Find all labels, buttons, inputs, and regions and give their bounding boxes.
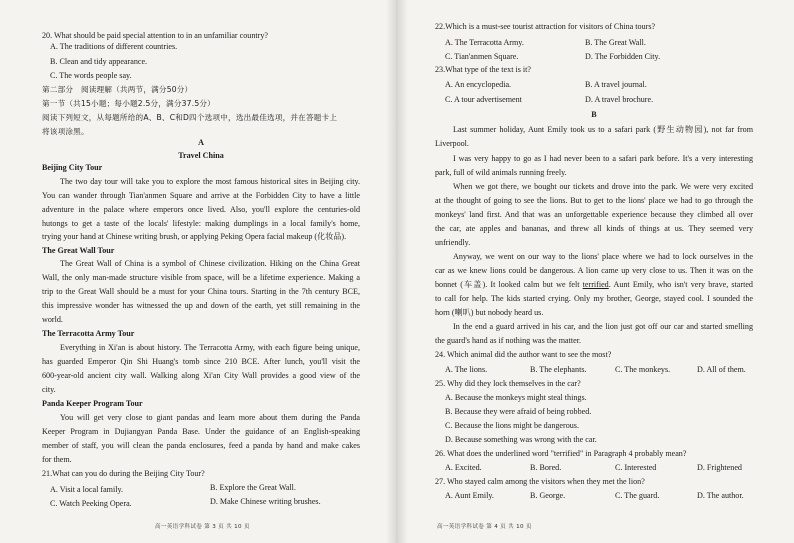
underlined-word-terrified: terrified — [582, 280, 609, 289]
passage-b-p2-line: I was very happy to go as I had never been to a safari park before. It's a very interesting — [453, 154, 753, 163]
question-23-stem: 23.What type of the text is it? — [435, 65, 531, 74]
instruction-line-2: 将该项涂黑。 — [42, 127, 89, 136]
question-23-option-d: D. A travel brochure. — [585, 95, 654, 104]
panda-line: member of staff, you will clean the panda enclosures, feed a panda by hand and make cakes — [42, 441, 360, 450]
passage-b-p3-line: monkeys' land first. And that was an unforgettable experience because they climbed all over — [435, 210, 753, 219]
great-wall-line: Wall, the only man-made structure visible from space, will be a lifetime experience. Making a — [42, 273, 360, 282]
beijing-line: adventure in the palace where emperors once lived. Also, you'll explore the centuries-old — [42, 205, 360, 214]
question-21-option-d: D. Make Chinese writing brushes. — [210, 497, 321, 506]
panda-line: Keeper Program in Dujiangyan Panda Base. Under the guidance of an English-speaking — [42, 427, 360, 436]
question-24-stem: 24. Which animal did the author want to see the most? — [435, 350, 612, 359]
question-27-stem: 27. Who stayed calm among the visitors when they met the lion? — [435, 477, 645, 486]
great-wall-line: world. — [42, 315, 63, 324]
passage-b-p4-line: bonnet (车盖). It looked calm but we felt terrified. Aunt Emily, who isn't very brave, started — [435, 280, 753, 289]
part-two-heading: 第二部分 阅读理解（共两节，满分50分） — [42, 85, 193, 94]
question-22-option-d: D. The Forbidden City. — [585, 52, 661, 61]
passage-b-p1-line: Last summer holiday, Aunt Emily took us to a safari park (野生动物园), not far from — [453, 125, 753, 134]
great-wall-line: The Great Wall of China is a symbol of Chinese civilization. Hiking on the China Great — [60, 259, 360, 268]
passage-b-p4-line: horn (喇叭) but nobody heard us. — [435, 308, 544, 317]
beijing-line: The two day tour will take you to explore the most famous historical sites in Beijing city. — [60, 177, 360, 186]
terracotta-line: has guarded Emperor Qin Shi Huang's tomb since 210 BCE. After lunch, you'll visit the — [42, 357, 360, 366]
question-26-stem: 26. What does the underlined word "terrified" in Paragraph 4 probably mean? — [435, 449, 687, 458]
page-footer: 高一英语学科试卷 第 4 页 共 10 页 — [437, 524, 532, 530]
panda-tour-title: Panda Keeper Program Tour — [42, 399, 143, 408]
passage-b-p3-line: the car, ate apples and bananas, and threw all kinds of things at us. They seemed very — [435, 224, 753, 233]
question-25-option-a: A. Because the monkeys might steal things. — [445, 393, 587, 402]
question-27-option-c: C. The guard. — [615, 491, 660, 500]
right-page — [397, 0, 794, 543]
question-22-option-b: B. The Great Wall. — [585, 38, 646, 47]
question-20-option-a: A. The traditions of different countries. — [50, 42, 178, 51]
section-one-heading: 第一节（共15小题；每小题2.5分，满分37.5分） — [42, 99, 215, 108]
question-23-option-c: C. A tour advertisement — [445, 95, 522, 104]
passage-b-p1-line: Liverpool. — [435, 139, 469, 148]
instruction-line-1: 阅读下列短文，从每题所给的A、B、C和D四个选项中，选出最佳选项，并在答题卡上 — [42, 113, 338, 122]
question-21-option-b: B. Explore the Great Wall. — [210, 483, 296, 492]
question-22-stem: 22.Which is a must-see tourist attraction for visitors of China tours? — [435, 22, 656, 31]
passage-b-p3-line: When we got there, we bought our tickets and drove into the park. We were very excited — [453, 182, 753, 191]
passage-b-p4-line: to call for help. The kids started crying. Only my brother, George, stayed cool. I sounded the — [435, 294, 753, 303]
panda-line: for them. — [42, 455, 72, 464]
question-21-option-a: A. Visit a local family. — [50, 485, 124, 494]
passage-b-label: B — [591, 110, 597, 119]
great-wall-line: this impressive wonder has witnessed the up and down of the earth, yet still remaining in the — [42, 301, 360, 310]
panda-line: You will get very close to giant pandas and learn more about them during the Panda — [60, 413, 360, 422]
question-23-option-b: B. A travel journal. — [585, 80, 647, 89]
question-23-option-a: A. An encyclopedia. — [445, 80, 512, 89]
question-24-option-b: B. The elephants. — [530, 365, 587, 374]
beijing-line: You can wander through Tian'anmen Square and arrive at the Forbidden City to have a little — [42, 191, 360, 200]
beijing-tour-title: Beijing City Tour — [42, 163, 103, 172]
terracotta-line: city. — [42, 385, 56, 394]
question-27-option-a: A. Aunt Emily. — [445, 491, 494, 500]
question-25-stem: 25. Why did they lock themselves in the car? — [435, 379, 581, 388]
terracotta-tour-title: The Terracotta Army Tour — [42, 329, 135, 338]
passage-b-p4-line: Anyway, we went on our way to the lions' place where we had to lock ourselves in the — [453, 252, 753, 261]
terracotta-line: 600-year-old ancient city wall. Walking along Xi'an City Wall provides a good view of the — [42, 371, 360, 380]
passage-b-p3-line: unfriendly. — [435, 238, 471, 247]
passage-a-label: A — [198, 138, 204, 147]
question-26-option-b: B. Bored. — [530, 463, 562, 472]
great-wall-tour-title: The Great Wall Tour — [42, 246, 115, 255]
passage-b-p3-line: at the thought of going to see the lions. But to get to the lions' place we had to go through the — [435, 196, 753, 205]
question-24-option-c: C. The monkeys. — [615, 365, 671, 374]
passage-a-title: Travel China — [178, 151, 224, 160]
question-25-option-c: C. Because the lions might be dangerous. — [445, 421, 579, 430]
passage-b-p2-line: park, full of wild animals running freely. — [435, 168, 567, 177]
question-21-stem: 21.What can you do during the Beijing City Tour? — [42, 469, 205, 478]
question-27-option-b: B. George. — [530, 491, 566, 500]
question-26-option-d: D. Frightened — [697, 463, 742, 472]
passage-b-p4-line: car as we knew lions could be dangerous. A lion came up very close to us. Then it was on the — [435, 266, 753, 275]
passage-b-p5-line: the guard's hand as if nothing was the matter. — [435, 336, 581, 345]
page-footer: 高一英语学科试卷 第 3 页 共 10 页 — [155, 524, 250, 530]
question-22-option-c: C. Tian'anmen Square. — [445, 52, 519, 61]
question-27-option-d: D. The author. — [697, 491, 744, 500]
question-26-option-c: C. Interested — [615, 463, 657, 472]
question-21-option-c: C. Watch Peeking Opera. — [50, 499, 132, 508]
question-20-option-b: B. Clean and tidy appearance. — [50, 57, 148, 66]
passage-b-p5-line: In the end a guard arrived in his car, and the lion just got off our car and started smelling — [453, 322, 753, 331]
beijing-line: trying your hand at Chinese writing brush, or applying Peking Opera facial makeup (化妆品). — [42, 232, 347, 241]
question-26-option-a: A. Excited. — [445, 463, 482, 472]
question-25-option-b: B. Because they were afraid of being robbed. — [445, 407, 592, 416]
question-22-option-a: A. The Terracotta Army. — [445, 38, 524, 47]
question-24-option-a: A. The lions. — [445, 365, 488, 374]
terracotta-line: Everything in Xi'an is about history. The Terracotta Army, with each figure being unique, — [60, 343, 360, 352]
great-wall-line: trip to the Great Wall should be a must for your China tours. Starting in the 7th century BCE, — [42, 287, 360, 296]
question-20-option-c: C. The words people say. — [50, 71, 132, 80]
beijing-line: hutongs to get a taste of the locals' lifestyle: making dumplings in a local family's home, — [42, 219, 360, 228]
question-20-stem: 20. What should be paid special attention to in an unfamiliar country? — [42, 31, 268, 40]
question-25-option-d: D. Because something was wrong with the car. — [445, 435, 597, 444]
question-24-option-d: D. All of them. — [697, 365, 746, 374]
